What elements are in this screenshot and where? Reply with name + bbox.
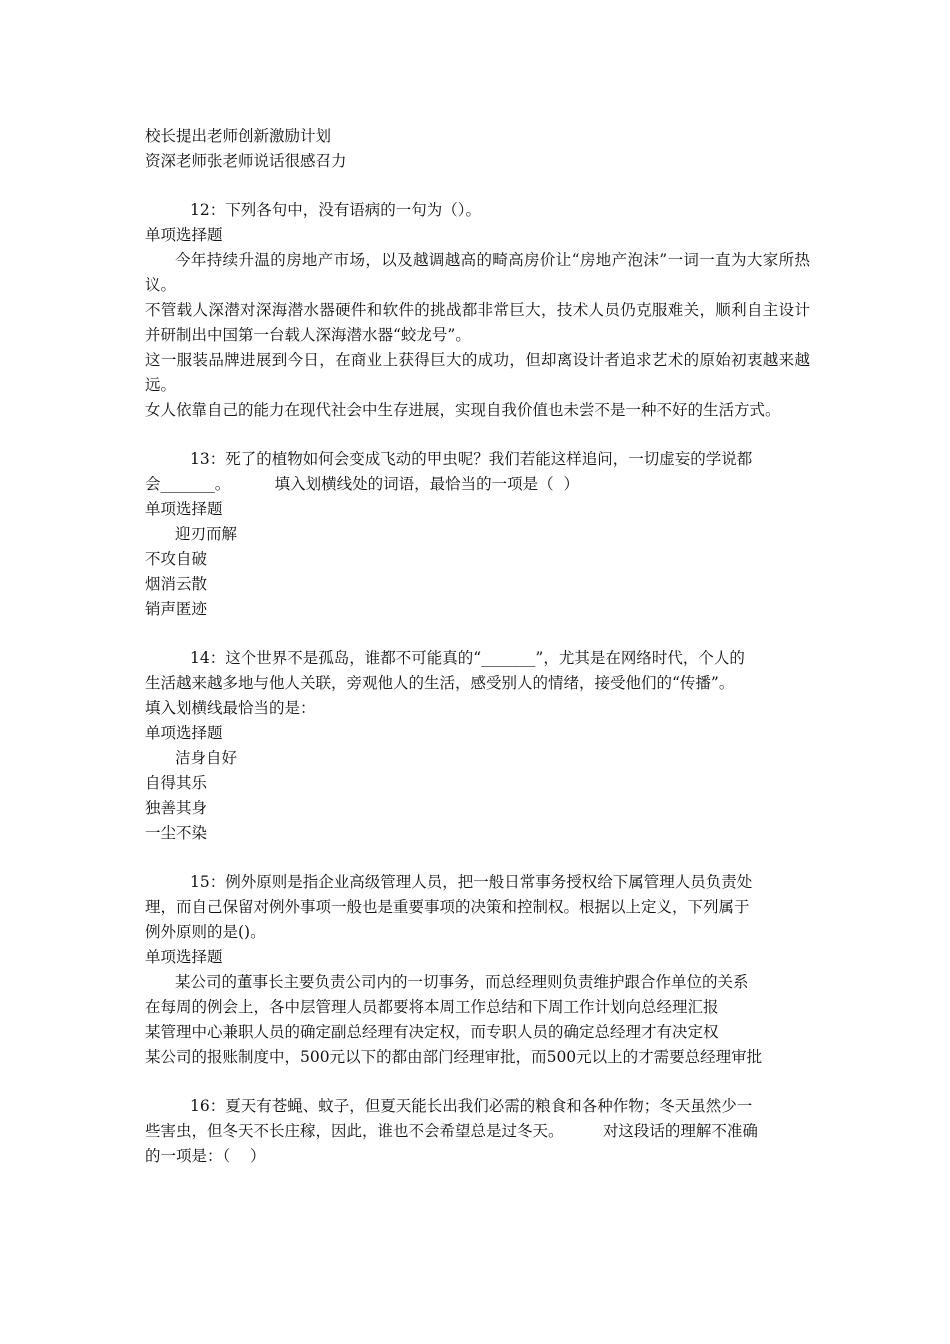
question-stem: 填入划横线最恰当的是： [145, 699, 316, 717]
option: 一尘不染 [145, 824, 208, 842]
option: 某公司的董事长主要负责公司内的一切事务，而总经理则负责维护跟合作单位的关系 [175, 973, 749, 991]
question-stem: 13：死了的植物如何会变成飞动的甲虫呢？我们若能这样追问，一切虚妄的学说都 [190, 450, 753, 468]
question-type: 单项选择题 [145, 500, 223, 518]
document-page [145, 124, 810, 1169]
question-type: 单项选择题 [145, 226, 223, 244]
option: 独善其身 [145, 799, 208, 817]
question-stem: 会_______。 填入划横线处的词语，最恰当的一项是（ ） [145, 475, 579, 493]
option: 某公司的报账制度中，500元以下的都由部门经理审批，而500元以上的才需要总经理审批 [145, 1048, 763, 1066]
option: 女人依靠自己的能力在现代社会中生存进展，实现自我价值也未尝不是一种不好的生活方式。 [145, 401, 781, 419]
option: 迎刃而解 [175, 525, 238, 543]
question-stem: 些害虫，但冬天不长庄稼，因此，谁也不会希望总是过冬天。 对这段话的理解不准确 [145, 1122, 758, 1140]
question-13 [145, 447, 810, 622]
question-stem: 15：例外原则是指企业高级管理人员，把一般日常事务授权给下属管理人员负责处 [190, 873, 753, 891]
question-stem: 12：下列各句中，没有语病的一句为（）。 [190, 201, 481, 219]
question-stem: 例外原则的是()。 [145, 923, 266, 941]
option: 不管载人深潜对深海潜水器硬件和软件的挑战都非常巨大，技术人员仍克服难关，顺利自主设计并研制出中国第一台载人深海潜水器“蛟龙号”。 [145, 301, 810, 344]
option: 自得其乐 [145, 774, 208, 792]
option: 今年持续升温的房地产市场，以及越调越高的畸高房价让“房地产泡沫”一词一直为大家所热议。 [145, 251, 810, 294]
prev-option: 校长提出老师创新激励计划 [145, 127, 332, 145]
option: 不攻自破 [145, 550, 208, 568]
question-stem: 16：夏天有苍蝇、蚊子，但夏天能长出我们必需的粮食和各种作物；冬天虽然少一 [190, 1097, 753, 1115]
question-15 [145, 870, 810, 1070]
question-stem: 生活越来越多地与他人关联，旁观他人的生活，感受别人的情绪，接受他们的“传播”。 [145, 674, 735, 692]
question-type: 单项选择题 [145, 724, 223, 742]
question-type: 单项选择题 [145, 948, 223, 966]
question-16 [145, 1094, 810, 1169]
option: 销声匿迹 [145, 600, 208, 618]
option: 在每周的例会上，各中层管理人员都要将本周工作总结和下周工作计划向总经理汇报 [145, 998, 719, 1016]
prev-option: 资深老师张老师说话很感召力 [145, 152, 347, 170]
option: 烟消云散 [145, 575, 208, 593]
question-stem: 14：这个世界不是孤岛，谁都不可能真的“_______”，尤其是在网络时代，个人的 [190, 649, 745, 667]
question-12 [145, 198, 810, 423]
option: 洁身自好 [175, 749, 238, 767]
question-14 [145, 646, 810, 846]
question-stem: 理，而自己保留对例外事项一般也是重要事项的决策和控制权。根据以上定义，下列属于 [145, 898, 750, 916]
question-stem: 的一项是：（ ） [145, 1147, 266, 1165]
option: 某管理中心兼职人员的确定副总经理有决定权，而专职人员的确定总经理才有决定权 [145, 1023, 719, 1041]
option: 这一服装品牌进展到今日，在商业上获得巨大的成功，但却离设计者追求艺术的原始初衷越来越远。 [145, 351, 810, 394]
